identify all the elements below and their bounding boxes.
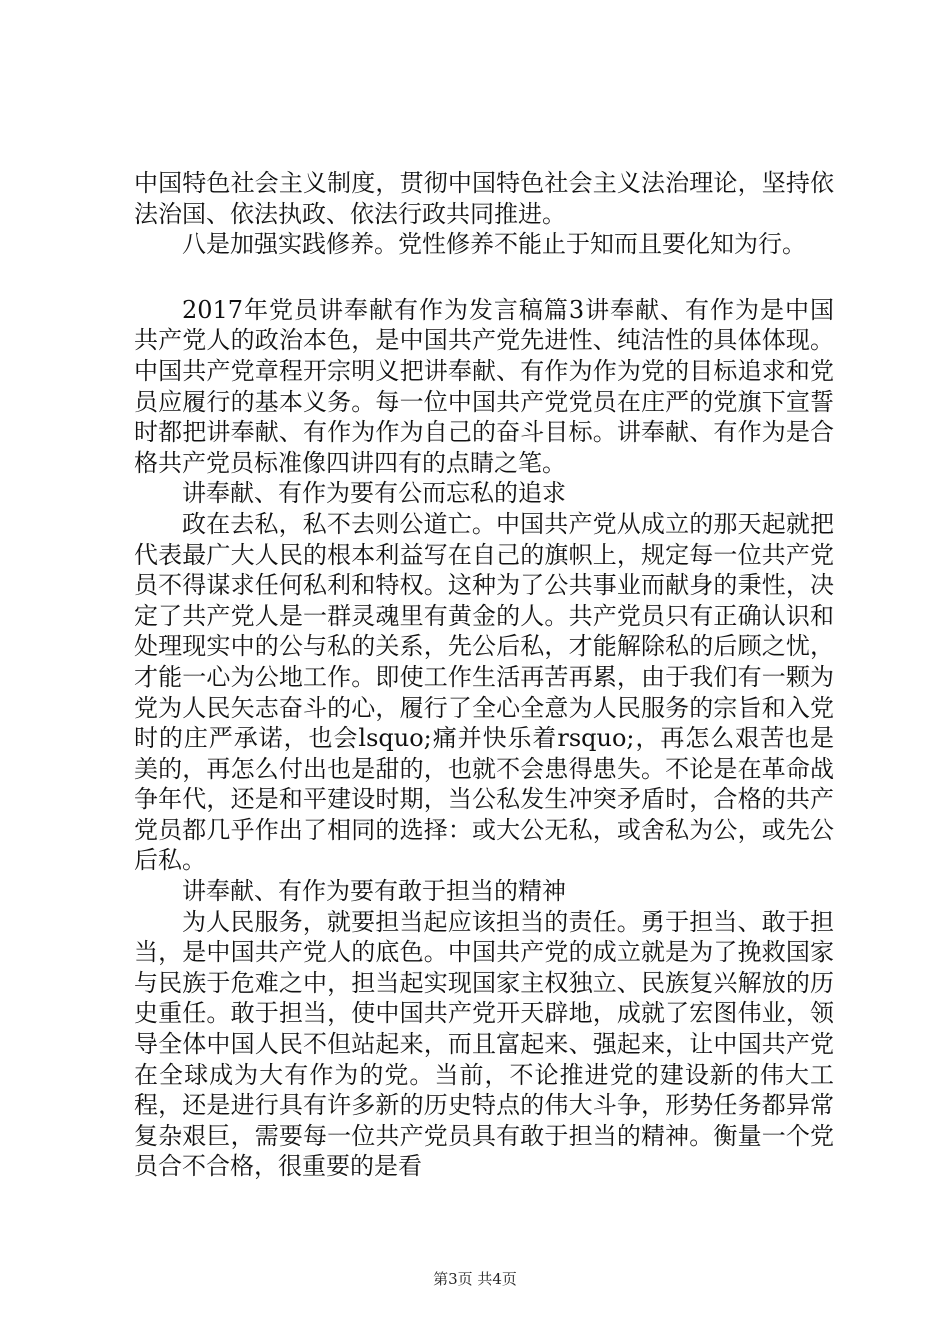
page-footer <box>0 1270 950 1288</box>
document-body <box>134 168 834 1182</box>
paragraph-responsibility: 为人民服务，就要担当起应该担当的责任。勇于担当、敢于担当，是中国共产党人的底色。中国共产党的成立就是为了挽救国家与民族于危难之中，担当起实现国家主权独立、民族复兴解放的历史重任。敢于担当，使中国共产党开天辟地，成就了宏图伟业，领导全体中国人民不但站起来，而且富起来、强起来，让中国共产党在全球成为大有作为的党。当前，不论推进党的建设新的伟大工程，还是进行具有许多新的历史特点的伟大斗争，形势任务都异常复杂艰巨，需要每一位共产党员具有敢于担当的精神。衡量一个党员合不合格，很重要的是看 <box>134 907 834 1181</box>
section-heading-responsibility: 讲奉献、有作为要有敢于担当的精神 <box>182 877 566 906</box>
paragraph-point-eight: 八是加强实践修养。党性修养不能止于知而且要化知为行。 <box>182 230 806 259</box>
page-indicator: 第3页 共4页 <box>433 1270 517 1288</box>
paragraph-article-intro: 2017年党员讲奉献有作为发言稿篇3讲奉献、有作为是中国共产党人的政治本色，是中国共产党先进性、纯洁性的具体体现。中国共产党章程开宗明义把讲奉献、有作为作为党的目标追求和党员应履行的基本义务。每一位中国共产党党员在庄严的党旗下宣誓时都把讲奉献、有作为作为自己的奋斗目标。讲奉献、有作为是合格共产党员标准像四讲四有的点睛之笔。 <box>134 295 834 477</box>
section-heading-selflessness: 讲奉献、有作为要有公而忘私的追求 <box>182 479 566 508</box>
paragraph-continuation: 中国特色社会主义制度，贯彻中国特色社会主义法治理论，坚持依法治国、依法执政、依法行政共同推进。 <box>134 169 834 228</box>
paragraph-selflessness: 政在去私，私不去则公道亡。中国共产党从成立的那天起就把代表最广大人民的根本利益写在自己的旗帜上，规定每一位共产党员不得谋求任何私利和特权。这种为了公共事业而献身的秉性，决定了共产党人是一群灵魂里有黄金的人。共产党员只有正确认识和处理现实中的公与私的关系，先公后私，才能解除私的后顾之忧，才能一心为公地工作。即使工作生活再苦再累，由于我们有一颗为党为人民矢志奋斗的心，履行了全心全意为人民服务的宗旨和入党时的庄严承诺，也会lsquo;痛并快乐着rsquo;，再怎么艰苦也是美的，再怎么付出也是甜的，也就不会患得患失。不论是在革命战争年代，还是和平建设时期，当公私发生冲突矛盾时，合格的共产党员都几乎作出了相同的选择：或大公无私，或舍私为公，或先公后私。 <box>134 509 834 875</box>
